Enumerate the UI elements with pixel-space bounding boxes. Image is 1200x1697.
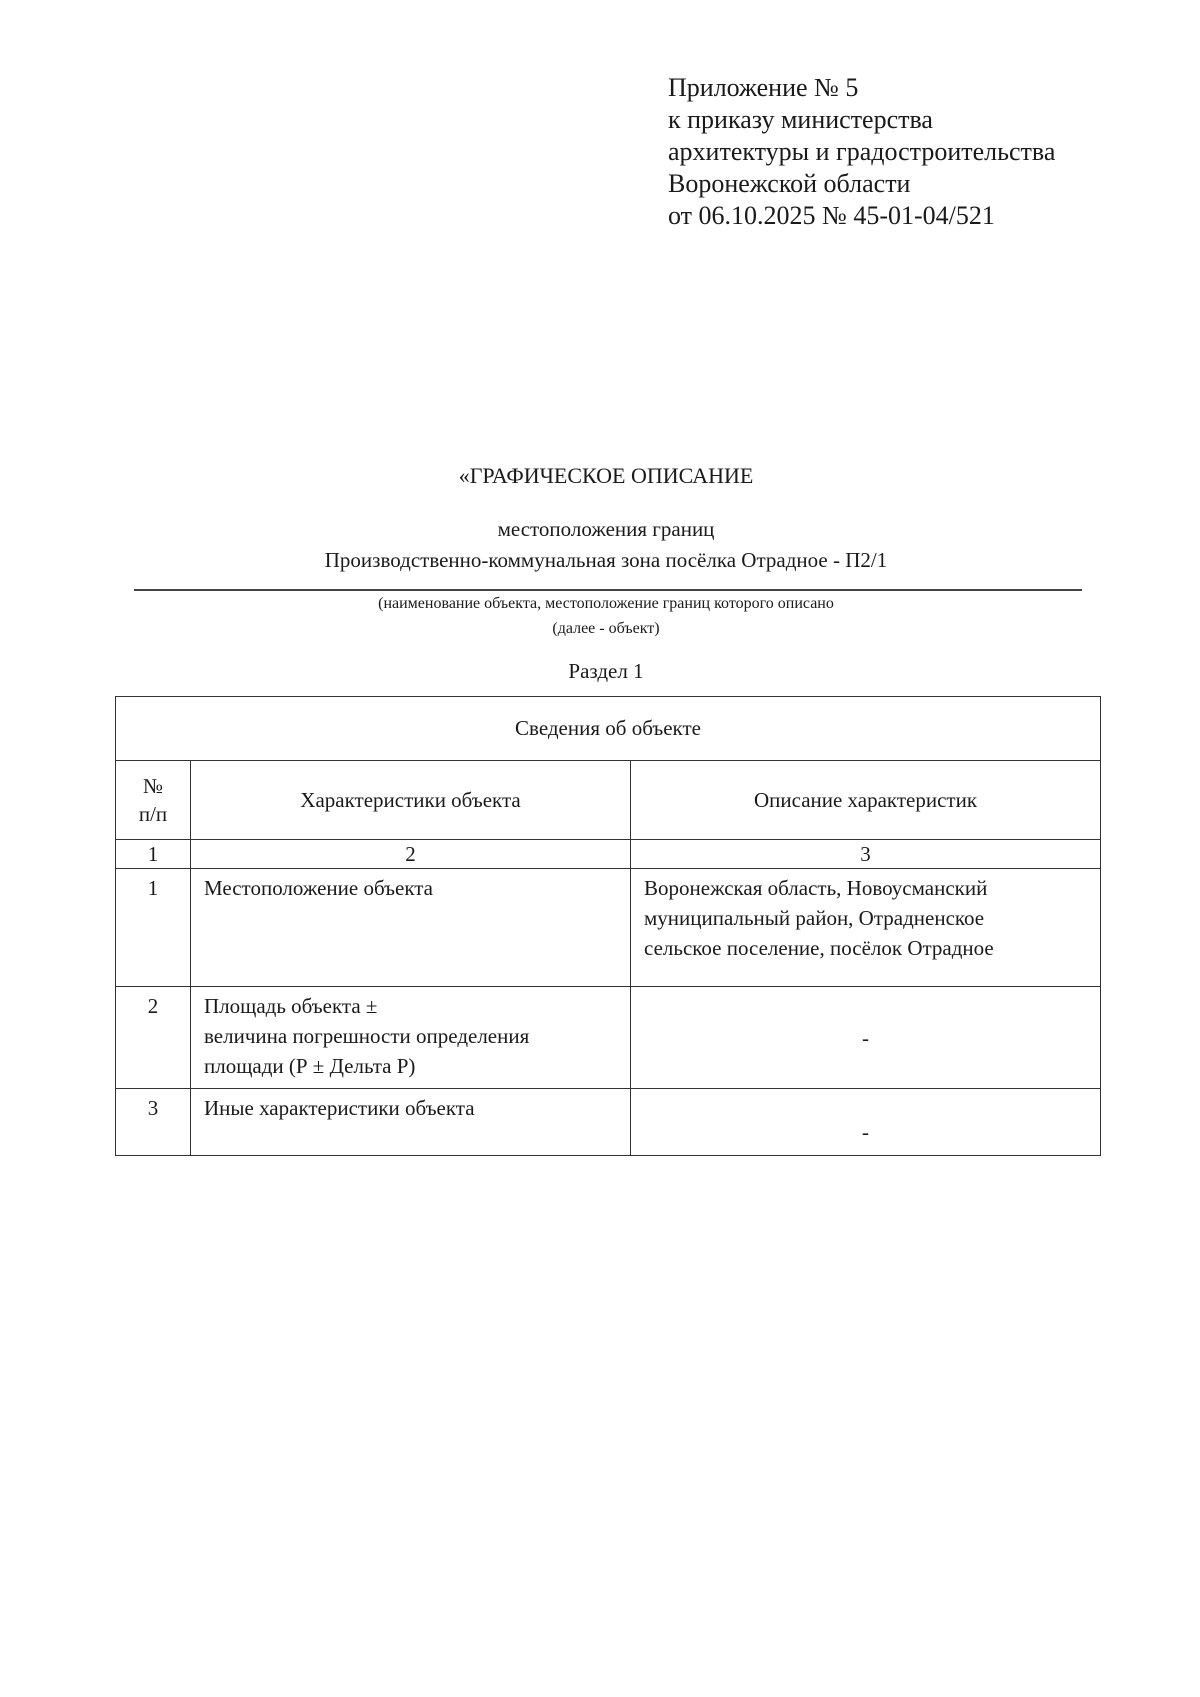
- characteristic-line: площади (Р ± Дельта Р): [204, 1054, 416, 1078]
- appendix-line: архитектуры и градостроительства: [668, 137, 1056, 166]
- table-header-row: [116, 761, 1101, 840]
- column-number: 3: [631, 840, 1101, 869]
- row-characteristic: [191, 869, 631, 987]
- header-characteristics: Характеристики объекта: [191, 761, 631, 840]
- object-name-underline: [134, 589, 1082, 591]
- table-caption: Сведения об объекте: [116, 697, 1101, 761]
- object-info-table: [115, 696, 1101, 1156]
- header-num-line: №: [142, 774, 164, 798]
- document-title: «ГРАФИЧЕСКОЕ ОПИСАНИЕ: [458, 463, 754, 488]
- row-description: [631, 1089, 1101, 1156]
- column-number-row: [116, 840, 1101, 869]
- row-characteristic: [191, 1089, 631, 1156]
- object-name-note-line2: (далее - объект): [552, 620, 660, 637]
- row-number: 2: [116, 987, 191, 1089]
- column-number: 1: [116, 840, 191, 869]
- object-name-note-line1: (наименование объекта, местоположение границ которого описано: [378, 595, 834, 612]
- header-num-line: п/п: [138, 802, 168, 826]
- characteristic-line: величина погрешности определения: [204, 1024, 530, 1048]
- appendix-line: Воронежской области: [668, 169, 911, 198]
- row-characteristic: [191, 987, 631, 1089]
- characteristic-line: Площадь объекта ±: [204, 994, 378, 1018]
- appendix-line: от 06.10.2025 № 45-01-04/521: [668, 201, 995, 230]
- row-description: [631, 987, 1101, 1089]
- description-line: Воронежская область, Новоусманский: [644, 876, 988, 900]
- characteristic-line: Иные характеристики объекта: [204, 1096, 475, 1120]
- description-line: -: [862, 1025, 869, 1050]
- header-description: Описание характеристик: [631, 761, 1101, 840]
- object-name: Производственно-коммунальная зона посёлка Отрадное - П2/1: [324, 548, 888, 572]
- table-row: [116, 987, 1101, 1089]
- column-number: 2: [191, 840, 631, 869]
- appendix-line: Приложение № 5: [668, 73, 859, 102]
- header-num: [116, 761, 191, 840]
- table-row: [116, 1089, 1101, 1156]
- description-line: муниципальный район, Отрадненское: [644, 906, 985, 930]
- row-number: 3: [116, 1089, 191, 1156]
- description-line: сельское поселение, посёлок Отрадное: [644, 936, 994, 960]
- row-number: 1: [116, 869, 191, 987]
- document-subtitle-line1: местоположения границ: [497, 517, 715, 541]
- description-line: -: [862, 1120, 869, 1144]
- appendix-block: [668, 72, 1055, 232]
- section-heading: Раздел 1: [568, 659, 644, 683]
- appendix-line: к приказу министерства: [668, 105, 933, 134]
- row-description: [631, 869, 1101, 987]
- table-caption-row: [116, 697, 1101, 761]
- table-row: [116, 869, 1101, 987]
- characteristic-line: Местоположение объекта: [204, 876, 434, 900]
